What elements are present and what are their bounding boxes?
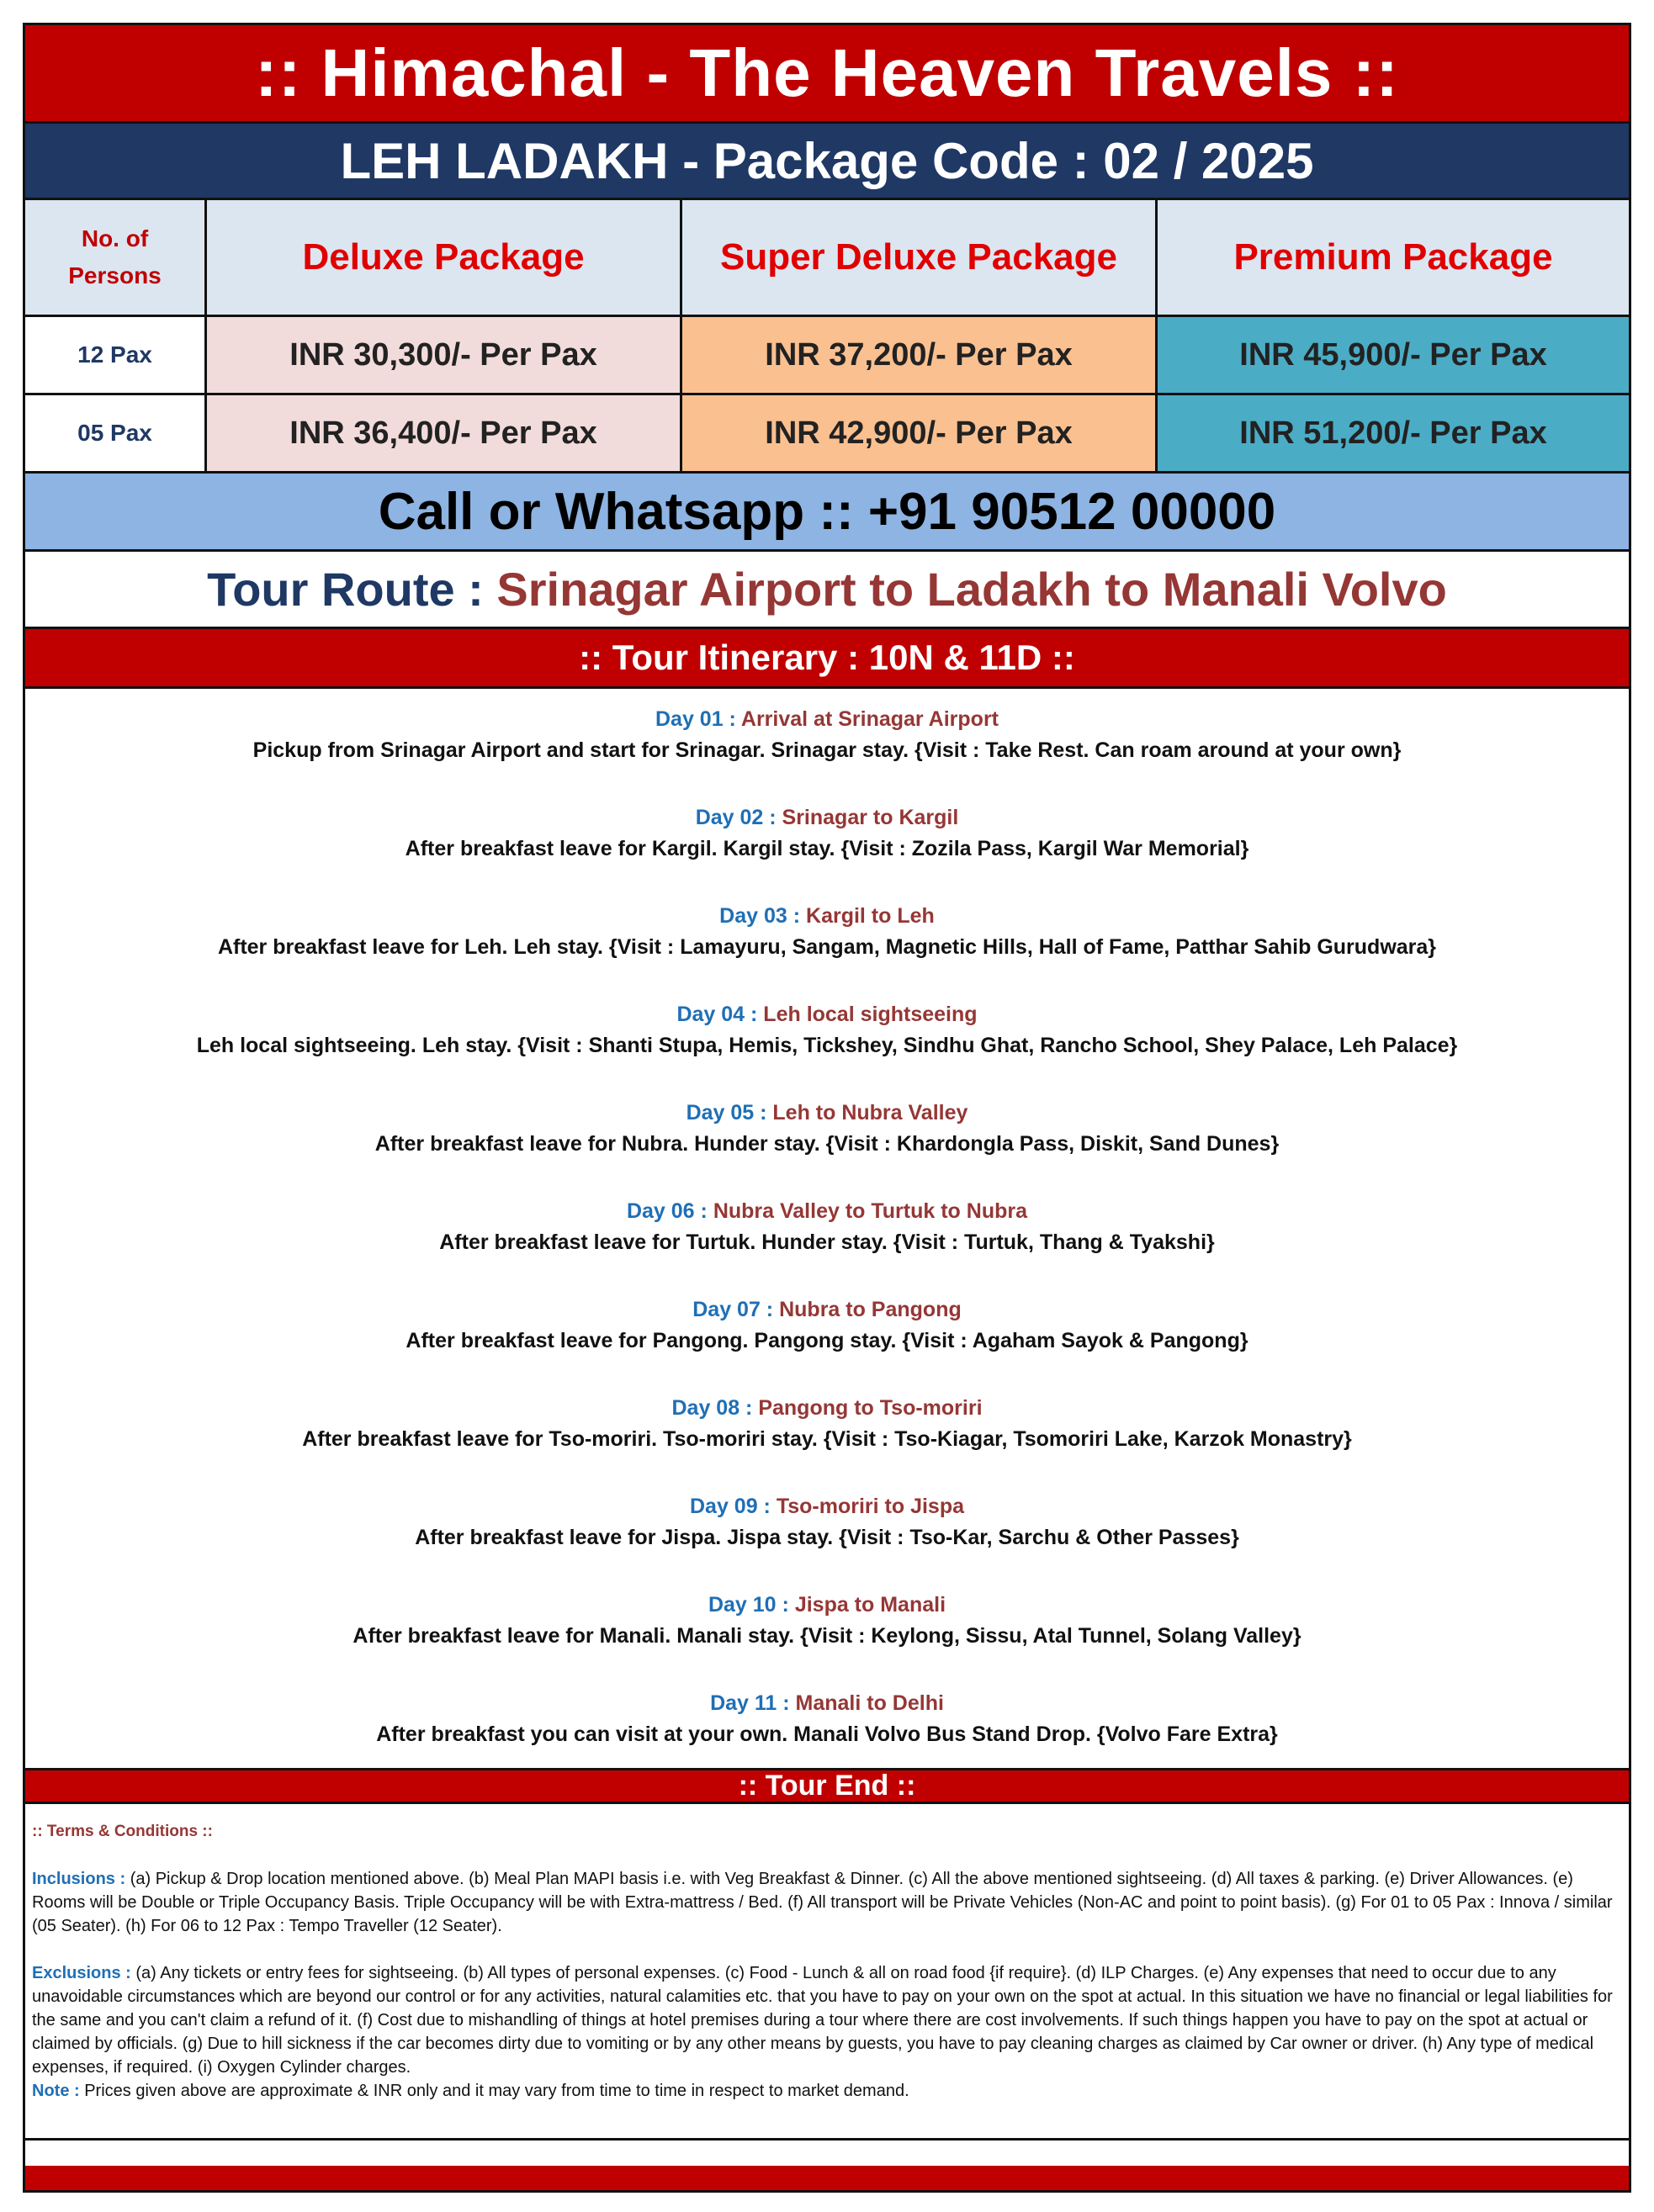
day-description: After breakfast leave for Leh. Leh stay. {Visit : Lamayuru, Sangam, Magnetic Hills, Hall of Fame, Patthar Sahib Gurudwara} [217,935,1437,959]
itinerary-day [25,999,1629,1061]
day-number: Day 04 : [676,1003,764,1026]
terms-and-conditions [25,1804,1629,2141]
exclusions-text: (a) Any tickets or entry fees for sightseeing. (b) All types of personal expenses. (c) Food - Lunch & all on road food {if require}. (d) ILP Charges. (e) Any expenses that need to occur due to any unavoidable circumstances which are beyond our control or for any activities, natural calamities etc. that you have to pay on your own on the spot at actual. In this situation we have no financial or legal liabilities for the same and you can't claim a refund of it. (f) Cost due to mishandling of things at hotel premises during a tour where there are cost involvements. If such things happen you have to pay on the spot at actual or claimed by officials. (g) Due to hill sickness if the car becomes dirty due to vomiting or by any other means by guests, you have to pay cleaning charges as claimed by Car owner or driver. (h) Any type of medical expenses, if required. (i) Oxygen Cylinder charges. [32,1964,1613,2077]
package-code-banner: LEH LADAKH - Package Code : 02 / 2025 [25,124,1629,200]
tour-route [25,552,1629,629]
day-number: Day 10 : [708,1593,795,1617]
day-title: Jispa to Manali [794,1593,946,1617]
day-description: Leh local sightseeing. Leh stay. {Visit : Shanti Stupa, Hemis, Tickshey, Sindhu Ghat, Rancho School, Shey Palace, Leh Palace} [196,1034,1458,1057]
itinerary-day [25,1294,1629,1357]
day-number: Day 06 : [626,1199,713,1223]
tour-end-banner: :: Tour End :: [25,1770,1629,1804]
deluxe-price: INR 36,400/- Per Pax [207,395,682,474]
itinerary-day [25,1393,1629,1455]
day-title: Tso-moriri to Jispa [776,1495,965,1518]
day-description: After breakfast leave for Tso-moriri. Tso-moriri stay. {Visit : Tso-Kiagar, Tsomoriri Lake, Karzok Monastry} [302,1427,1352,1451]
day-title: Srinagar to Kargil [782,806,959,829]
day-description: After breakfast leave for Pangong. Pangong stay. {Visit : Agaham Sayok & Pangong} [406,1329,1248,1352]
brand-title: :: Himachal - The Heaven Travels :: [25,25,1629,124]
super-deluxe-header: Super Deluxe Package [682,200,1158,317]
premium-price: INR 45,900/- Per Pax [1158,317,1629,395]
day-title: Pangong to Tso-moriri [758,1396,983,1420]
day-title: Arrival at Srinagar Airport [740,707,999,731]
note-label: Note : [32,2082,85,2100]
tour-route-value: Srinagar Airport to Ladakh to Manali Volvo [496,563,1447,616]
day-title: Nubra to Pangong [779,1298,962,1321]
itinerary-day [25,1688,1629,1750]
super-deluxe-price: INR 42,900/- Per Pax [682,395,1158,474]
day-description: After breakfast leave for Jispa. Jispa stay. {Visit : Tso-Kar, Sarchu & Other Passes} [415,1526,1239,1549]
terms-heading: :: Terms & Conditions :: [32,1823,213,1840]
itinerary-heading: :: Tour Itinerary : 10N & 11D :: [25,629,1629,689]
day-number: Day 03 : [719,904,807,928]
premium-price: INR 51,200/- Per Pax [1158,395,1629,474]
deluxe-price: INR 30,300/- Per Pax [207,317,682,395]
day-description: After breakfast leave for Turtuk. Hunder stay. {Visit : Turtuk, Thang & Tyakshi} [439,1230,1215,1254]
footer-bar [25,2166,1629,2190]
day-title: Leh local sightseeing [763,1003,978,1026]
day-number: Day 11 : [710,1691,796,1715]
itinerary-day [25,704,1629,766]
itinerary-day [25,1196,1629,1258]
day-title: Leh to Nubra Valley [772,1101,968,1125]
day-description: After breakfast leave for Kargil. Kargil stay. {Visit : Zozila Pass, Kargil War Memorial} [405,837,1249,860]
inclusions-text: (a) Pickup & Drop location mentioned above. (b) Meal Plan MAPI basis i.e. with Veg Breakfast & Dinner. (c) All the above mentioned sightseeing. (d) All taxes & parking. (e) Driver Allowances. (e) Rooms will be Double or Triple Occupancy Basis. Triple Occupancy will be with Extra-mattress / Bed. (f) All transport will be Private Vehicles (Non-AC and point to point basis). (g) For 01 to 05 Pax : Innova / similar (05 Seater). (h) For 06 to 12 Pax : Tempo Traveller (12 Seater). [32,1870,1613,1935]
day-description: After breakfast leave for Manali. Manali stay. {Visit : Keylong, Sissu, Atal Tunnel, Solang Valley} [353,1624,1301,1648]
itinerary-day [25,1098,1629,1160]
pax-label: 05 Pax [25,395,207,474]
day-title: Nubra Valley to Turtuk to Nubra [713,1199,1028,1223]
brochure [23,23,1631,2193]
itinerary-list [25,689,1629,1770]
itinerary-day [25,1491,1629,1553]
day-number: Day 02 : [695,806,782,829]
persons-header [25,200,207,317]
itinerary-day [25,901,1629,963]
day-number: Day 09 : [689,1495,777,1518]
day-description: After breakfast you can visit at your own. Manali Volvo Bus Stand Drop. {Volvo Fare Extra} [376,1723,1278,1746]
deluxe-header: Deluxe Package [207,200,682,317]
day-number: Day 07 : [692,1298,780,1321]
day-description: Pickup from Srinagar Airport and start for Srinagar. Srinagar stay. {Visit : Take Rest. Can roam around at your own} [252,738,1402,762]
exclusions-label: Exclusions : [32,1964,136,1982]
inclusions-label: Inclusions : [32,1870,130,1888]
day-description: After breakfast leave for Nubra. Hunder stay. {Visit : Khardongla Pass, Diskit, Sand Dunes} [374,1132,1280,1156]
note-text: Prices given above are approximate & INR only and it may vary from time to time in respect to market demand. [84,2082,909,2100]
day-number: Day 08 : [671,1396,759,1420]
itinerary-day [25,1590,1629,1652]
contact-banner: Call or Whatsapp :: +91 90512 00000 [25,474,1629,552]
day-title: Manali to Delhi [795,1691,944,1715]
day-number: Day 05 : [686,1101,773,1125]
super-deluxe-price: INR 37,200/- Per Pax [682,317,1158,395]
pricing-table [25,200,1629,500]
itinerary-day [25,802,1629,865]
pax-label: 12 Pax [25,317,207,395]
premium-header: Premium Package [1158,200,1629,317]
day-number: Day 01 : [655,707,741,731]
day-title: Kargil to Leh [806,904,935,928]
persons-header-label: No. of Persons [68,225,162,288]
tour-route-label: Tour Route : [207,563,484,616]
